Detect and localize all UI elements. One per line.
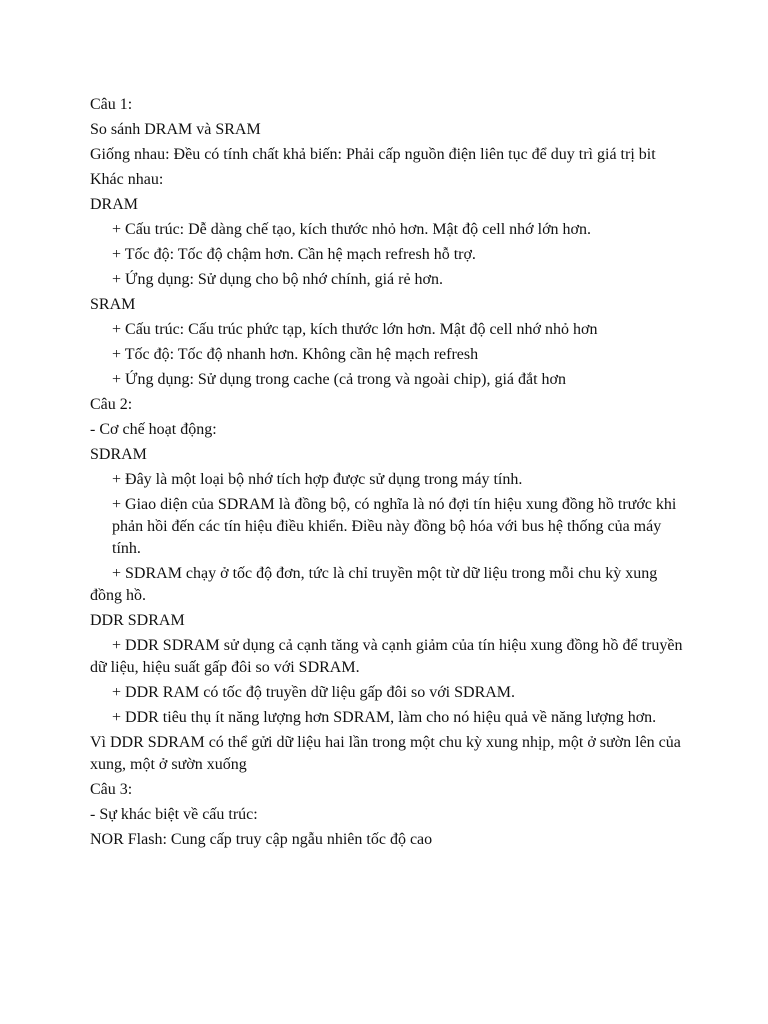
bullet-item: + DDR RAM có tốc độ truyền dữ liệu gấp đôi so với SDRAM.: [112, 684, 516, 701]
bullet-item: + Tốc độ: Tốc độ nhanh hơn. Không cần hệ mạch refresh: [112, 346, 479, 363]
bullet-item: + DDR tiêu thụ ít năng lượng hơn SDRAM, làm cho nó hiệu quả về năng lượng hơn.: [112, 709, 657, 726]
paragraph: Khác nhau:: [90, 171, 164, 188]
paragraph: - Cơ chế hoạt động:: [90, 421, 217, 438]
heading-cau-1: Câu 1:: [90, 96, 133, 113]
section-label-sdram: SDRAM: [90, 446, 147, 463]
bullet-item: + Tốc độ: Tốc độ chậm hơn. Cần hệ mạch refresh hỗ trợ.: [112, 246, 476, 263]
bullet-item: + Ứng dụng: Sử dụng trong cache (cả trong và ngoài chip), giá đắt hơn: [112, 371, 567, 388]
bullet-item: + Cấu trúc: Dễ dàng chế tạo, kích thước nhỏ hơn. Mật độ cell nhớ lớn hơn.: [112, 221, 592, 238]
paragraph: Vì DDR SDRAM có thể gửi dữ liệu hai lần trong một chu kỳ xung nhịp, một ở sườn lên của xung, một ở sườn xuống: [90, 734, 681, 773]
section-label-sram: SRAM: [90, 296, 136, 313]
section-label-dram: DRAM: [90, 196, 139, 213]
bullet-item: + DDR SDRAM sử dụng cả cạnh tăng và cạnh giảm của tín hiệu xung đồng hồ để truyền dữ liệu, hiệu suất gấp đôi so với SDRAM.: [90, 637, 683, 676]
section-label-ddr-sdram: DDR SDRAM: [90, 612, 185, 629]
paragraph: - Sự khác biệt về cấu trúc:: [90, 806, 258, 823]
paragraph: Giống nhau: Đều có tính chất khả biến: Phải cấp nguồn điện liên tục để duy trì giá trị bit: [90, 146, 656, 163]
paragraph: So sánh DRAM và SRAM: [90, 121, 261, 138]
bullet-item: + Ứng dụng: Sử dụng cho bộ nhớ chính, giá rẻ hơn.: [112, 271, 443, 288]
heading-cau-2: Câu 2:: [90, 396, 133, 413]
heading-cau-3: Câu 3:: [90, 781, 133, 798]
bullet-item: + Giao diện của SDRAM là đồng bộ, có nghĩa là nó đợi tín hiệu xung đồng hồ trước khi phản hồi đến các tín hiệu điều khiển. Điều này đồng bộ hóa với bus hệ thống của máy tính.: [112, 496, 677, 557]
document-body: [90, 94, 690, 854]
bullet-item: + Đây là một loại bộ nhớ tích hợp được sử dụng trong máy tính.: [112, 471, 523, 488]
bullet-item: + SDRAM chạy ở tốc độ đơn, tức là chỉ truyền một từ dữ liệu trong mỗi chu kỳ xung đồng hồ.: [90, 565, 658, 604]
paragraph: NOR Flash: Cung cấp truy cập ngẫu nhiên tốc độ cao: [90, 831, 433, 848]
bullet-item: + Cấu trúc: Cấu trúc phức tạp, kích thước lớn hơn. Mật độ cell nhớ nhỏ hơn: [112, 321, 598, 338]
